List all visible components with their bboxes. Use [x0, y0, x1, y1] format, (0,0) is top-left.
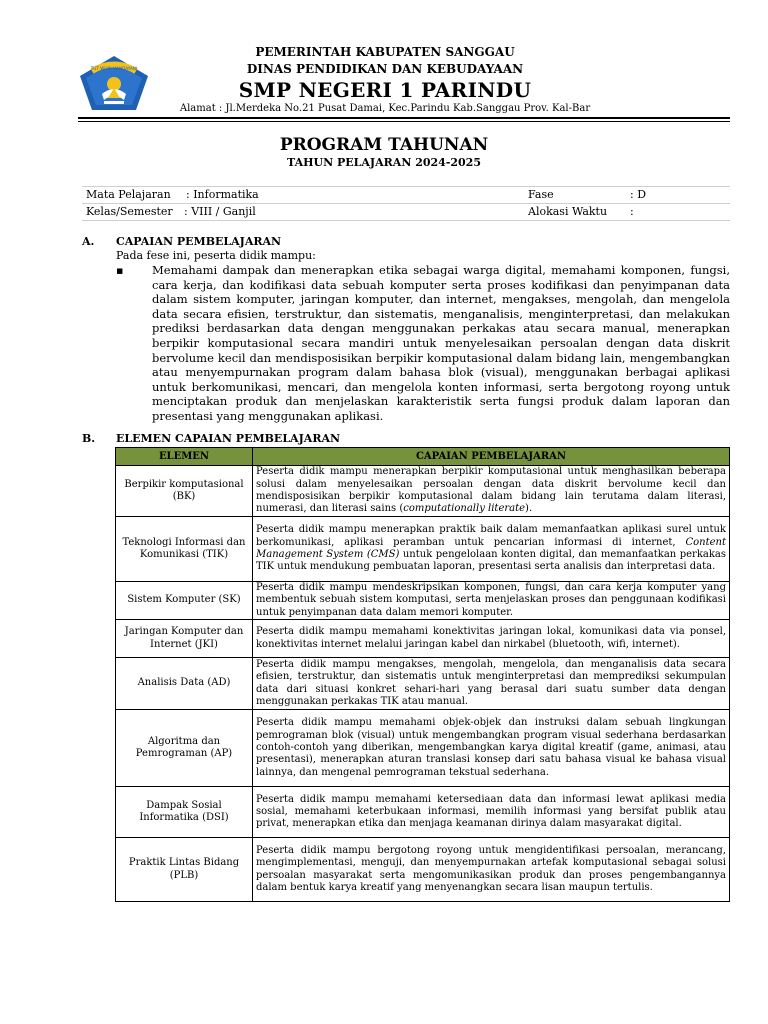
table-row [116, 620, 730, 658]
mapel-value: : Informatika [186, 188, 259, 201]
elemen-cell: Berpikir komputasional (BK) [116, 466, 253, 517]
info-row [82, 203, 730, 221]
table-row [116, 787, 730, 838]
section-b-heading: ELEMEN CAPAIAN PEMBELAJARAN [116, 432, 341, 445]
section-a-heading: CAPAIAN PEMBELAJARAN [116, 235, 282, 248]
table-row [116, 517, 730, 582]
capaian-cell: Peserta didik mampu menerapkan berpikir komputasional untuk menghasilkan beberapa solusi dalam menyelesaikan persoalan dengan data diskrit bervolume kecil dan mendisposisikan berpikir komputasional dalam bidang lain terutama dalam literasi, numerasi, dan literasi sains (computationally literate). [253, 466, 730, 517]
capaian-cell: Peserta didik mampu mengakses, mengolah, mengelola, dan menganalisis data secara efisien, terstruktur, dan sistematis untuk menginterpretasi dan memprediksi sekumpulan data dari situasi konkret sehari-hari yang berasal dari suatu sumber data dengan menggunakan perkakas TIK atau manual. [253, 658, 730, 710]
alokasi-label: Alokasi Waktu [528, 205, 608, 218]
elemen-table [115, 447, 730, 902]
fase-value: : D [630, 188, 647, 201]
table-row [116, 582, 730, 620]
header-rule [78, 117, 730, 119]
capaian-cell: Peserta didik mampu memahami ketersediaan data dan informasi lewat aplikasi media sosial, memahami keterbukaan informasi, memilih informasi yang bersifat publik atau privat, menerapkan etika dan menjaga keamanan dirinya dalam masyarakat digital. [253, 787, 730, 838]
elemen-cell: Sistem Komputer (SK) [116, 582, 253, 620]
capaian-cell: Peserta didik mampu mendeskripsikan komponen, fungsi, dan cara kerja komputer yang membentuk sebuah sistem komputasi, serta menjelaskan proses dan penggunaan kodifikasi untuk penyimpanan data dalam memori komputer. [253, 582, 730, 620]
document-subtitle: TAHUN PELAJARAN 2024-2025 [286, 156, 481, 169]
table-row [116, 466, 730, 517]
table-row [116, 710, 730, 787]
elemen-cell: Praktik Lintas Bidang (PLB) [116, 838, 253, 902]
bullet-icon: ▪ [116, 264, 124, 277]
capaian-cell: Peserta didik mampu memahami objek-objek dan instruksi dalam sebuah lingkungan pemrograman blok (visual) untuk mengembangkan program visual sederhana berdasarkan contoh-contoh yang diberikan, mengembangkan karya digital kreatif (game, animasi, atau presentasi), menerapkan aturan translasi konsep dari satu bahasa visual ke bahasa visual lainnya, dan mengenal pemrograman tekstual sederhana. [253, 710, 730, 787]
col-capaian-header: CAPAIAN PEMBELAJARAN [253, 448, 730, 466]
header-school-name: SMP NEGERI 1 PARINDU [238, 78, 532, 102]
fase-label: Fase [528, 188, 554, 201]
capaian-cell: Peserta didik mampu bergotong royong untuk mengidentifikasi persoalan, merancang, mengimplementasi, menguji, dan menyempurnakan artefak komputasional sebagai solusi persoalan masyarakat serta mengomunikasikan produk dan proses pengembangannya dalam bentuk karya kreatif yang menyenangkan secara lisan maupun tertulis. [253, 838, 730, 902]
header-rule-thin [78, 121, 730, 122]
elemen-cell: Jaringan Komputer dan Internet (JKI) [116, 620, 253, 658]
section-a-letter: A. [82, 235, 95, 248]
table-row [116, 658, 730, 710]
elemen-cell: Dampak Sosial Informatika (DSI) [116, 787, 253, 838]
kelas-value: : VIII / Ganjil [184, 205, 256, 218]
subject-info [82, 186, 730, 221]
alokasi-value: : [630, 205, 634, 218]
elemen-cell: Teknologi Informasi dan Komunikasi (TIK) [116, 517, 253, 582]
logo-text: TUT WURI HANDAYANI [90, 66, 138, 71]
capaian-paragraph: Memahami dampak dan menerapkan etika sebagai warga digital, memahami komponen, fungsi, cara kerja, dan kodifikasi data sebuah komputer serta proses kodifikasi dan penyimpanan data dalam sistem komputer, jaringan komputer, dan internet, mengakses, mengolah, dan mengelola data secara efisien, terstruktur, dan sistematis, menganalisis, menginterpretasi, dan melakukan prediksi berdasarkan data dengan menggunakan perkakas atau secara manual, menerapkan berpikir komputasional secara mandiri untuk menyelesaikan persoalan dengan data diskrit bervolume kecil dan mendisposisikan berpikir komputasional dalam bidang lain, mengembangkan atau menyempurnakan program dalam bahasa blok (visual), menggunakan berbagai aplikasi untuk berkomunikasi, mencari, dan mengelola konten informasi, serta bergotong royong untuk menciptakan produk dan menjelaskan karakteristik serta fungsi produk dalam laporan dan presentasi yang menggunakan aplikasi. [152, 263, 730, 423]
table-header-row [116, 448, 730, 466]
info-row [82, 186, 730, 203]
col-elemen-header: ELEMEN [116, 448, 253, 466]
header-government: PEMERINTAH KABUPATEN SANGGAU [255, 45, 515, 59]
table-row [116, 838, 730, 902]
capaian-cell: Peserta didik mampu menerapkan praktik baik dalam memanfaatkan aplikasi surel untuk berkomunikasi, aplikasi peramban untuk pencarian informasi di internet, Content Management System (CMS) untuk pengelolaan konten digital, dan memanfaatkan perkakas TIK untuk mendukung pembuatan laporan, presentasi serta analisis dan interpretasi data. [253, 517, 730, 582]
header-department: DINAS PENDIDIKAN DAN KEBUDAYAAN [246, 62, 524, 76]
mapel-label: Mata Pelajaran [86, 188, 171, 201]
section-b-letter: B. [82, 432, 96, 445]
section-a-intro: Pada fese ini, peserta didik mampu: [116, 249, 316, 262]
document-title: PROGRAM TAHUNAN [279, 135, 489, 155]
elemen-cell: Analisis Data (AD) [116, 658, 253, 710]
capaian-cell: Peserta didik mampu memahami konektivitas jaringan lokal, komunikasi data via ponsel, konektivitas internet melalui jaringan kabel dan nirkabel (bluetooth, wifi, internet). [253, 620, 730, 658]
kelas-label: Kelas/Semester [86, 205, 173, 218]
elemen-cell: Algoritma dan Pemrograman (AP) [116, 710, 253, 787]
header-address: Alamat : Jl.Merdeka No.21 Pusat Damai, Kec.Parindu Kab.Sanggau Prov. Kal-Bar [179, 103, 591, 114]
